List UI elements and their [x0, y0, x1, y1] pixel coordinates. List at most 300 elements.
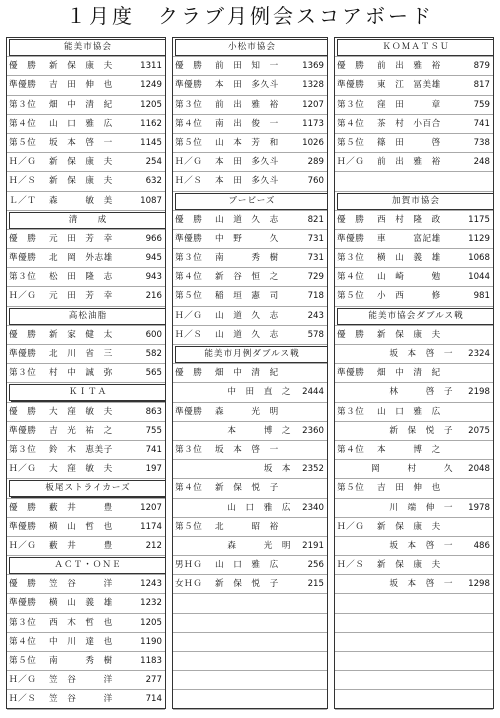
player-name: 吉 光 祐 之: [49, 425, 113, 436]
score-value: 600: [145, 329, 162, 340]
rank-label: Ｈ／Ｇ: [175, 157, 203, 168]
section-header: [7, 37, 165, 57]
score-value: 718: [307, 291, 324, 302]
score-value: 1129: [468, 233, 490, 244]
rank-label: 第３位: [9, 444, 37, 455]
section-title: 板尾ストライカーズ: [9, 480, 165, 497]
player-name: 坂 本 啓 一: [389, 540, 453, 551]
player-name: 前 田 知 一: [215, 61, 279, 72]
player-name: 吉 田 伸 也: [49, 80, 113, 91]
score-row: [335, 268, 493, 287]
player-name: 森 光 明: [227, 540, 291, 551]
rank-label: 第３位: [9, 99, 37, 110]
section-header: [173, 192, 327, 211]
rank-label: Ｈ／Ｇ: [9, 291, 37, 302]
rank-label: 準優勝: [337, 368, 365, 379]
rank-label: Ｈ／Ｇ: [337, 521, 365, 532]
score-row: [335, 364, 493, 383]
score-row: [7, 518, 165, 537]
player-name: 本 博 之: [377, 444, 441, 455]
section-header: [335, 192, 493, 211]
score-row: [173, 287, 327, 306]
section-header: [7, 556, 165, 575]
section-title: ＡＣＴ・ＯＮＥ: [9, 557, 165, 574]
rank-label: 優 勝: [337, 61, 365, 72]
rank-label: 第３位: [9, 368, 37, 379]
rank-label: 準優勝: [9, 598, 37, 609]
score-row: [173, 115, 327, 134]
score-value: 1243: [140, 579, 162, 590]
score-value: 2340: [302, 502, 324, 513]
rank-label: 第３位: [175, 444, 203, 455]
column-left: [6, 37, 166, 709]
empty-line: [173, 633, 327, 652]
empty-line: [173, 690, 327, 709]
rank-label: 第３位: [9, 272, 37, 283]
rank-label: 男ＨＧ: [175, 560, 203, 571]
score-value: 2075: [468, 425, 490, 436]
score-row: [7, 115, 165, 134]
rank-label: 第３位: [337, 406, 365, 417]
rank-label: 優 勝: [9, 329, 37, 340]
rank-label: Ｈ／Ｓ: [175, 329, 203, 340]
player-name: 山 口 雅 広: [215, 560, 279, 571]
score-row: [173, 441, 327, 460]
rank-label: 第３位: [337, 253, 365, 264]
section-title: 小松市協会: [175, 39, 327, 56]
score-row: [335, 96, 493, 115]
score-value: 759: [473, 99, 490, 110]
score-value: 486: [473, 540, 490, 551]
score-row: [173, 76, 327, 95]
empty-line: [335, 652, 493, 671]
score-value: 1190: [140, 636, 162, 647]
score-value: 2048: [468, 464, 490, 475]
player-name: 坂 本 啓 一: [389, 349, 453, 359]
score-value: 981: [473, 291, 490, 302]
score-value: 2444: [302, 387, 324, 398]
score-row: [335, 211, 493, 230]
rank-label: 準優勝: [175, 233, 203, 244]
score-value: 1145: [140, 137, 162, 148]
score-value: 1369: [302, 61, 324, 72]
player-name: 坂 本 啓 一: [389, 579, 453, 590]
score-row: [173, 575, 327, 594]
player-name: 坂 本 啓 一: [49, 137, 113, 148]
rank-label: 準優勝: [175, 80, 203, 91]
player-name: 本 博 之: [227, 425, 291, 436]
player-name: 横 山 義 雄: [377, 253, 441, 264]
page-title: １月度 クラブ月例会スコアボード: [66, 4, 434, 28]
rank-label: 優 勝: [9, 406, 37, 417]
score-row: [173, 153, 327, 172]
rank-label: 優 勝: [9, 233, 37, 244]
score-value: 2324: [468, 349, 490, 359]
player-name: 村 中 誠 弥: [49, 368, 113, 379]
score-value: 1205: [140, 99, 162, 110]
section-title: 高松油脂: [9, 308, 165, 325]
player-name: 本 田 多久斗: [215, 157, 279, 168]
score-value: 212: [145, 540, 162, 551]
player-name: 笠 谷 洋: [49, 694, 113, 705]
rank-label: 第５位: [175, 291, 203, 302]
score-row: [335, 383, 493, 402]
section-header: [7, 383, 165, 402]
score-row: [173, 96, 327, 115]
rank-label: 準優勝: [175, 406, 203, 417]
section-title: 能美市月例ダブルス戦: [175, 346, 327, 363]
score-row: [7, 287, 165, 306]
player-name: 山 口 雅 広: [377, 406, 441, 417]
rank-label: Ｈ／Ｇ: [175, 310, 203, 321]
score-row: [7, 575, 165, 594]
player-name: 藪 井 豊: [49, 540, 113, 551]
score-value: 632: [145, 176, 162, 187]
empty-line: [173, 614, 327, 633]
player-name: 新 保 康 夫: [49, 176, 113, 187]
score-row: [7, 230, 165, 249]
player-name: 森 光 明: [215, 406, 279, 417]
section-title: 能美市協会: [9, 39, 165, 56]
score-row: [7, 652, 165, 671]
score-row: [173, 57, 327, 76]
score-row: [7, 364, 165, 383]
score-row: [7, 268, 165, 287]
score-row: [7, 249, 165, 268]
rank-label: 第４位: [175, 272, 203, 283]
score-row: [173, 460, 327, 479]
score-value: 1207: [140, 502, 162, 513]
score-value: 738: [473, 137, 490, 148]
score-value: 1183: [140, 656, 162, 666]
rank-label: 準優勝: [9, 253, 37, 264]
score-value: 1978: [468, 502, 490, 513]
player-name: 笠 谷 洋: [49, 675, 113, 686]
empty-line: [173, 652, 327, 671]
rank-label: Ｈ／Ｓ: [175, 176, 203, 187]
score-row: [7, 153, 165, 172]
score-row: [7, 537, 165, 556]
rank-label: Ｈ／Ｓ: [337, 560, 365, 571]
player-name: 笠 谷 洋: [49, 579, 113, 590]
rank-label: 優 勝: [175, 214, 203, 225]
player-name: 北 川 省 三: [49, 349, 113, 359]
player-name: 横 山 義 雄: [49, 598, 113, 609]
rank-label: 準優勝: [9, 80, 37, 91]
score-row: [173, 211, 327, 230]
score-row: [173, 403, 327, 422]
score-value: 197: [145, 464, 162, 475]
score-value: 1068: [468, 253, 490, 264]
score-value: 1311: [140, 61, 162, 72]
score-value: 1162: [140, 118, 162, 129]
score-value: 945: [145, 253, 162, 264]
score-row: [7, 96, 165, 115]
rank-label: 優 勝: [9, 502, 37, 513]
score-row: [335, 403, 493, 422]
score-row: [173, 134, 327, 153]
rank-label: 準優勝: [9, 521, 37, 532]
score-row: [7, 460, 165, 479]
score-value: 2360: [302, 425, 324, 436]
score-value: 1205: [140, 617, 162, 628]
player-name: 北 昭 裕: [215, 521, 279, 532]
section-header: [173, 37, 327, 57]
score-value: 1328: [302, 80, 324, 91]
player-name: 稲 垣 憲 司: [215, 291, 279, 302]
rank-label: Ｈ／Ｇ: [337, 157, 365, 168]
score-value: 289: [307, 157, 324, 168]
rank-label: 第４位: [337, 272, 365, 283]
rank-label: 優 勝: [337, 214, 365, 225]
rank-label: 第３位: [175, 253, 203, 264]
score-row: [173, 518, 327, 537]
score-row: [173, 479, 327, 498]
empty-line: [335, 614, 493, 633]
player-name: 畑 中 清 紀: [49, 99, 113, 110]
rank-label: Ｈ／Ｓ: [9, 176, 37, 187]
rank-label: 準優勝: [9, 349, 37, 359]
score-row: [335, 499, 493, 518]
player-name: 新 谷 恒 之: [215, 272, 279, 283]
score-value: 2198: [468, 387, 490, 398]
score-value: 1207: [302, 99, 324, 110]
column-middle: [172, 37, 328, 709]
score-value: 1087: [140, 195, 162, 206]
score-value: 821: [307, 214, 324, 225]
player-name: 元 田 芳 幸: [49, 233, 113, 244]
score-value: 1249: [140, 80, 162, 91]
score-value: 731: [307, 253, 324, 264]
section-header: [335, 307, 493, 326]
section-title: 加賀市協会: [337, 193, 493, 210]
score-value: 863: [145, 406, 162, 417]
score-value: 1175: [468, 214, 490, 225]
score-value: 1173: [302, 118, 324, 129]
column-right: [334, 37, 494, 709]
score-value: 966: [145, 233, 162, 244]
score-value: 256: [307, 560, 324, 571]
score-value: 1174: [140, 521, 162, 532]
rank-label: 第５位: [175, 521, 203, 532]
player-name: 新 保 康 夫: [377, 560, 441, 571]
score-row: [173, 230, 327, 249]
rank-label: 第５位: [9, 656, 37, 666]
score-row: [7, 422, 165, 441]
score-row: [335, 115, 493, 134]
score-row: [173, 537, 327, 556]
score-row: [335, 422, 493, 441]
score-row: [173, 172, 327, 191]
score-value: 243: [307, 310, 324, 321]
empty-line: [335, 671, 493, 690]
player-name: 新 保 悦 子: [215, 579, 279, 590]
player-name: 川 端 伸 一: [389, 502, 453, 513]
score-value: 578: [307, 329, 324, 340]
player-name: 新 保 康 夫: [377, 521, 441, 532]
score-value: 943: [145, 272, 162, 283]
score-value: 582: [145, 349, 162, 359]
score-row: [335, 326, 493, 345]
player-name: 南 出 俊 一: [215, 118, 279, 129]
player-name: 車 富記雄: [377, 233, 441, 244]
empty-line: [173, 671, 327, 690]
player-name: 山 道 久 志: [215, 329, 279, 340]
score-row: [7, 345, 165, 364]
score-value: 565: [145, 368, 162, 379]
player-name: 松 田 隆 志: [49, 272, 113, 283]
player-name: 大 窪 敏 夫: [49, 464, 113, 475]
player-name: 畑 中 清 紀: [377, 368, 441, 379]
empty-line: [335, 633, 493, 652]
rank-label: 女ＨＧ: [175, 579, 203, 590]
player-name: 新 保 康 夫: [49, 157, 113, 168]
player-name: 大 窪 敏 夫: [49, 406, 113, 417]
score-row: [173, 307, 327, 326]
player-name: 茶 村 小百合: [377, 118, 441, 129]
score-row: [7, 57, 165, 76]
player-name: 北 岡 外志雄: [49, 253, 113, 264]
score-row: [173, 364, 327, 383]
rank-label: 第５位: [337, 483, 365, 494]
rank-label: Ｈ／Ｇ: [9, 540, 37, 551]
player-name: 岡 村 久: [371, 464, 453, 475]
player-name: 新 保 悦 子: [389, 425, 453, 436]
score-row: [7, 403, 165, 422]
player-name: 南 秀 樹: [215, 253, 279, 264]
rank-label: Ｈ／Ｇ: [9, 157, 37, 168]
player-name: 前 出 雅 裕: [215, 99, 279, 110]
score-row: [7, 690, 165, 709]
player-name: 新 保 悦 子: [215, 483, 279, 494]
score-row: [7, 134, 165, 153]
player-name: 森 敏 美: [49, 195, 113, 206]
player-name: 東 江 冨美雄: [377, 80, 441, 91]
score-value: 1232: [140, 598, 162, 609]
rank-label: 優 勝: [337, 329, 365, 340]
score-value: 1044: [468, 272, 490, 283]
empty-line: [335, 690, 493, 709]
rank-label: 優 勝: [175, 368, 203, 379]
rank-label: 優 勝: [9, 579, 37, 590]
score-value: 817: [473, 80, 490, 91]
player-name: 坂 本 啓 一: [215, 444, 279, 455]
rank-label: 第５位: [337, 137, 365, 148]
player-name: 畑 中 清 紀: [215, 368, 279, 379]
score-row: [335, 556, 493, 575]
player-name: 新 保 康 夫: [49, 61, 113, 72]
score-row: [7, 326, 165, 345]
rank-label: 優 勝: [175, 61, 203, 72]
score-row: [335, 230, 493, 249]
score-value: 254: [145, 157, 162, 168]
score-row: [335, 575, 493, 594]
section-header: [7, 307, 165, 326]
score-value: 2191: [302, 540, 324, 551]
player-name: 本 田 多久斗: [215, 80, 279, 91]
score-value: 1298: [468, 579, 490, 590]
rank-label: 準優勝: [9, 425, 37, 436]
player-name: 新 保 康 夫: [377, 329, 441, 340]
player-name: 西 村 隆 政: [377, 214, 441, 225]
section-title: ブービーズ: [175, 193, 327, 210]
player-name: 中 田 直 之: [227, 387, 291, 398]
score-row: [335, 441, 493, 460]
score-value: 2352: [302, 464, 324, 475]
score-value: 714: [145, 694, 162, 705]
player-name: 小 西 修: [377, 291, 441, 302]
section-title: 清 成: [9, 212, 165, 229]
section-header: [7, 479, 165, 498]
score-row: [173, 268, 327, 287]
blank-row: [335, 172, 493, 191]
score-value: 277: [145, 675, 162, 686]
score-row: [7, 441, 165, 460]
player-name: 山 道 久 志: [215, 310, 279, 321]
score-value: 1026: [302, 137, 324, 148]
score-value: 755: [145, 425, 162, 436]
player-name: 山 口 雅 広: [49, 118, 113, 129]
player-name: 林 啓 子: [389, 387, 453, 398]
rank-label: 第４位: [337, 444, 365, 455]
player-name: 西 木 哲 也: [49, 617, 113, 628]
rank-label: 準優勝: [337, 80, 365, 91]
player-name: 中 川 達 也: [49, 636, 113, 647]
score-row: [335, 345, 493, 364]
score-row: [7, 671, 165, 690]
score-row: [335, 287, 493, 306]
player-name: 山 口 雅 広: [227, 502, 291, 513]
player-name: 中 野 久: [215, 233, 279, 244]
player-name: 坂 本: [263, 464, 291, 475]
score-row: [335, 479, 493, 498]
rank-label: 第５位: [337, 291, 365, 302]
section-title: ＫＩＴＡ: [9, 384, 165, 401]
score-row: [335, 134, 493, 153]
rank-label: 準優勝: [337, 233, 365, 244]
player-name: 新 家 健 太: [49, 329, 113, 340]
player-name: 前 出 雅 裕: [377, 157, 441, 168]
score-value: 741: [473, 118, 490, 129]
score-row: [335, 153, 493, 172]
score-row: [7, 614, 165, 633]
player-name: 山 本 芳 和: [215, 137, 279, 148]
rank-label: 第４位: [175, 118, 203, 129]
score-value: 731: [307, 233, 324, 244]
player-name: 横 山 哲 也: [49, 521, 113, 532]
rank-label: Ｈ／Ｇ: [9, 675, 37, 686]
score-row: [173, 556, 327, 575]
score-row: [335, 460, 493, 479]
score-value: 729: [307, 272, 324, 283]
section-title: ＫＯＭＡＴＳＵ: [337, 39, 493, 56]
section-header: [173, 345, 327, 364]
player-name: 窪 田 章: [377, 99, 441, 110]
score-value: 215: [307, 579, 324, 590]
score-row: [7, 499, 165, 518]
section-title: 能美市協会ダブルス戦: [337, 308, 493, 325]
rank-label: Ｌ／Ｔ: [9, 195, 37, 206]
score-row: [335, 537, 493, 556]
score-row: [7, 594, 165, 613]
score-row: [173, 422, 327, 441]
score-row: [7, 76, 165, 95]
score-value: 760: [307, 176, 324, 187]
empty-line: [335, 594, 493, 613]
score-value: 248: [473, 157, 490, 168]
rank-label: 第３位: [9, 617, 37, 628]
rank-label: Ｈ／Ｓ: [9, 694, 37, 705]
